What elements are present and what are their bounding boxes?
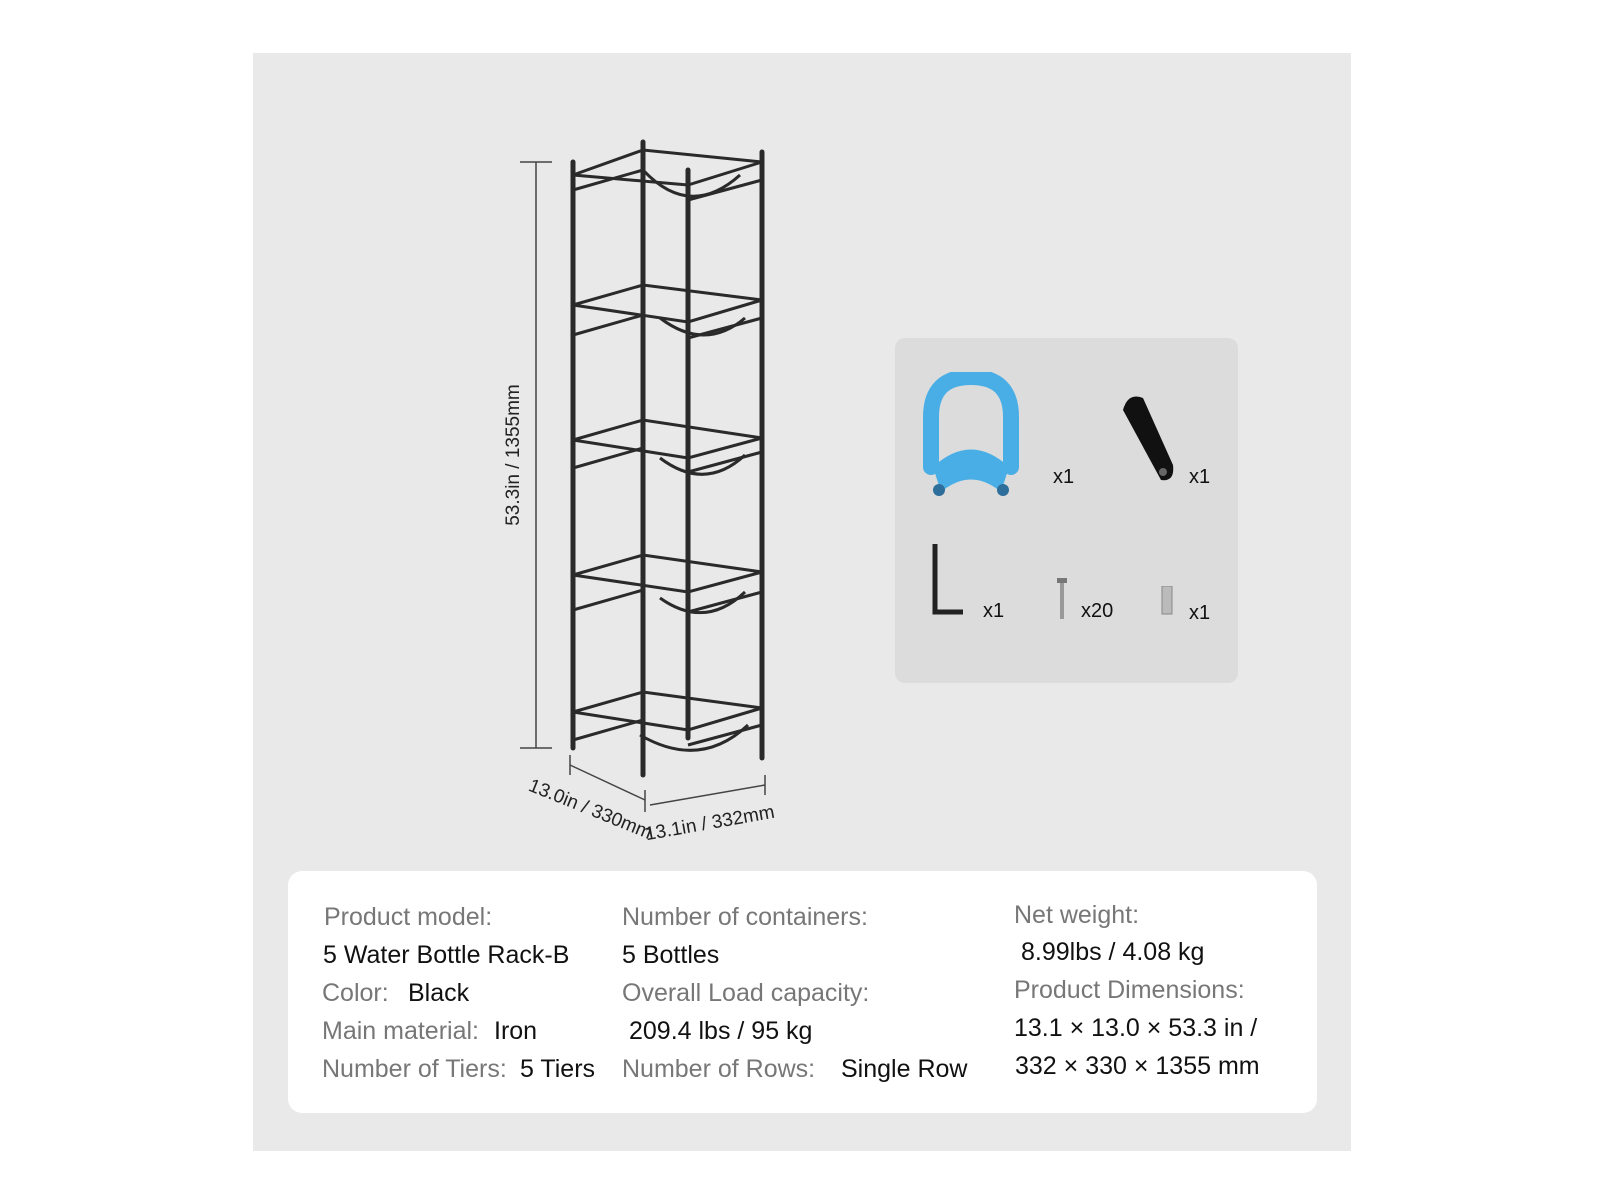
anchor-qty: x1 <box>1189 602 1211 624</box>
rack-tiers <box>573 150 762 750</box>
main-material-value: Iron <box>494 1017 538 1045</box>
net-weight-label: Net weight: <box>1014 901 1140 929</box>
product-dimensions-inches: 13.1 × 13.0 × 53.3 in / <box>1014 1014 1258 1042</box>
tiers-label: Number of Tiers: <box>322 1055 507 1083</box>
net-weight-value: 8.99lbs / 4.08 kg <box>1021 938 1205 966</box>
color-value: Black <box>408 979 470 1007</box>
rows-value: Single Row <box>841 1055 968 1083</box>
screw-icon <box>1053 578 1073 628</box>
containers-value: 5 Bottles <box>622 941 720 969</box>
product-dimensions-mm: 332 × 330 × 1355 mm <box>1015 1052 1260 1080</box>
containers-label: Number of containers: <box>622 903 868 931</box>
specifications-card <box>288 871 1317 1113</box>
height-dimension-label: 53.3in / 1355mm <box>503 384 524 526</box>
product-model-label: Product model: <box>324 903 493 931</box>
tiers-value: 5 Tiers <box>520 1055 596 1083</box>
strap-qty: x1 <box>1189 466 1211 488</box>
width-dimension-label: 13.1in / 332mm <box>643 801 777 846</box>
product-model-value: 5 Water Bottle Rack-B <box>323 941 570 969</box>
main-material-label: Main material: <box>322 1017 479 1045</box>
load-capacity-value: 209.4 lbs / 95 kg <box>629 1017 813 1045</box>
width-dimension-line <box>650 785 765 805</box>
depth-dimension-label: 13.0in / 330mm <box>525 775 655 844</box>
allen-key-qty: x1 <box>983 600 1005 622</box>
product-dimensions-label: Product Dimensions: <box>1014 976 1245 1004</box>
handle-qty: x1 <box>1053 466 1075 488</box>
anchor-icon <box>1159 586 1175 626</box>
strap-icon <box>1113 390 1183 490</box>
screw-qty: x20 <box>1081 600 1114 622</box>
rows-label: Number of Rows: <box>622 1055 816 1083</box>
color-label: Color: <box>322 979 389 1007</box>
allen-key-icon <box>927 540 967 620</box>
load-capacity-label: Overall Load capacity: <box>622 979 870 1007</box>
accessories-box <box>895 338 1238 683</box>
handle-icon <box>911 372 1031 502</box>
